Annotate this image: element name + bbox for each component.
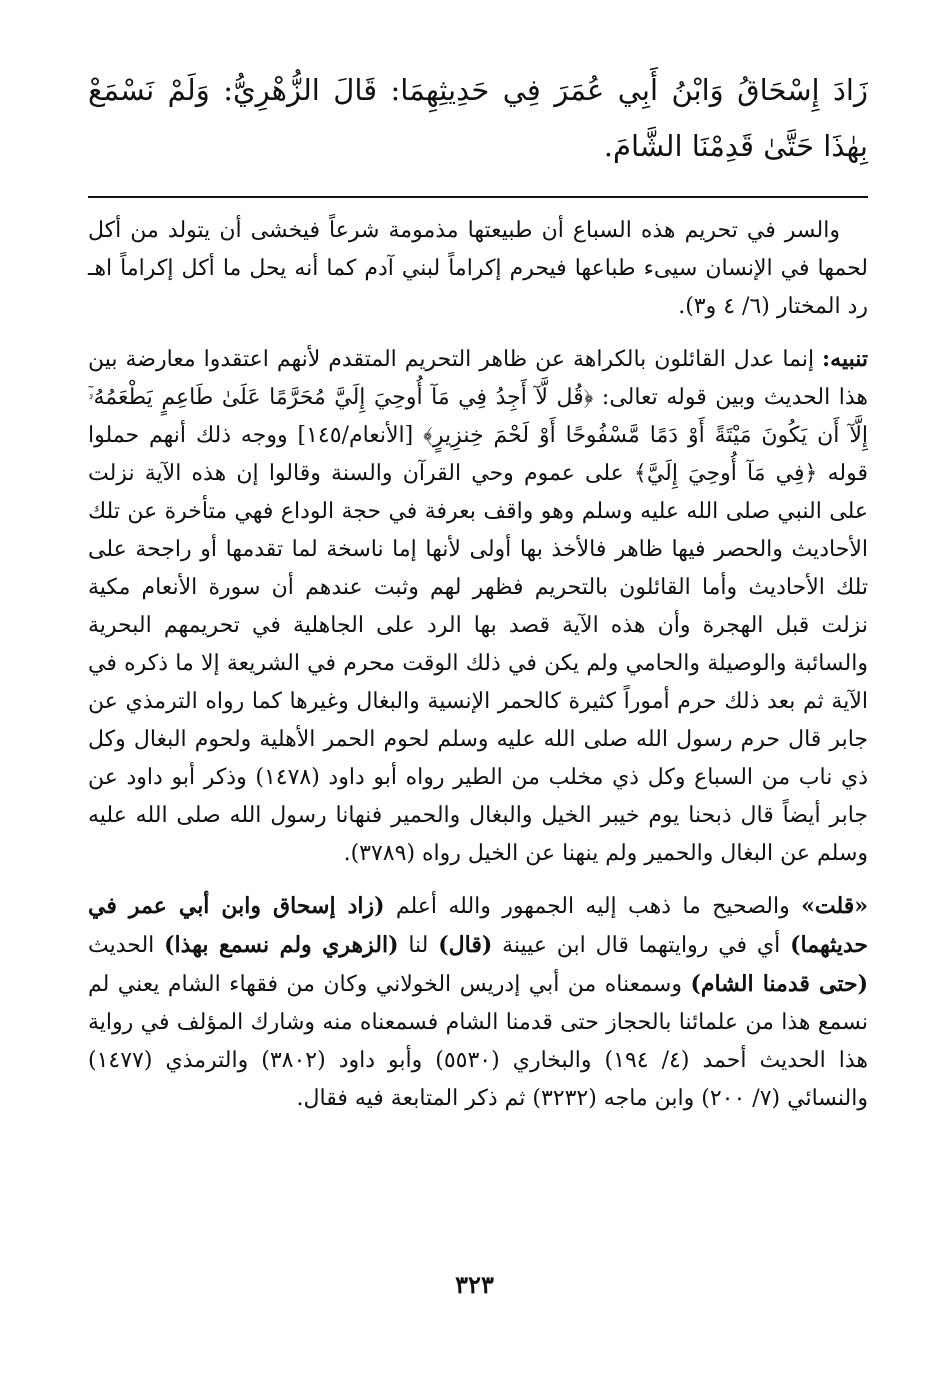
footnote-divider [88, 196, 868, 198]
qultu-label: «قلت» [801, 893, 868, 919]
page-number: ٣٢٣ [455, 1270, 494, 1299]
footnote-3-seg-2: والصحيح ما ذهب إليه الجمهور والله أعلم [384, 894, 802, 919]
footnote-3-quote-1: (زاد إسحاق وابن أبي عمر في حديثهما) [88, 893, 868, 958]
footnote-3-quote-2: (قال) [438, 932, 493, 958]
footnote-paragraph-3 [88, 887, 868, 1118]
footnote-paragraph-1 [88, 212, 868, 326]
tanbih-label: تنبيه: [822, 346, 869, 372]
footnote-3-seg-4: أي في روايتهما قال ابن عيينة [492, 933, 791, 958]
page-body [88, 62, 868, 1132]
footnote-3-seg-8: الحديث [88, 933, 165, 958]
footnote-3-seg-10: وسمعناه من أبي إدريس الخولاني وكان من فقهاء الشام يعني لم نسمع هذا من علمائنا بالحجاز حتى قدمنا الشام فسمعناه منه وشارك المؤلف في رواية هذا الحديث أحمد (٤/ ١٩٤) والبخاري (٥٥٣٠) وأبو داود (٣٨٠٢) والترمذي (١٤٧٧) والنسائي (٧/ ٢٠٠) وابن ماجه (٣٢٣٢) ثم ذكر المتابعة فيه فقال. [88, 972, 869, 1111]
footnote-3-seg-6: لنا [398, 933, 439, 958]
footnote-3-quote-3: (الزهري ولم نسمع بهذا) [164, 932, 399, 958]
footnote-3-quote-4: (حتى قدمنا الشام) [690, 971, 868, 997]
footnote-2-text: إنما عدل القائلون بالكراهة عن ظاهر التحريم المتقدم لأنهم اعتقدوا معارضة بين هذا الحديث وبين قوله تعالى: ﴿قُل لَّآ أَجِدُ فِي مَآ أُوحِيَ إِلَيَّ مُحَرَّمًا عَلَىٰ طَاعِمٍ يَطْعَمُهُۥٓ إِلَّآ أَن يَكُونَ مَيْتَةً أَوْ دَمًا مَّسْفُوحًا أَوْ لَحْمَ خِنزِيرٍ﴾ [الأنعام/١٤٥] ووجه ذلك أنهم حملوا قوله ﴿فِي مَآ أُوحِيَ إِلَيَّ﴾ على عموم وحي القرآن والسنة وقالوا إن هذه الآية نزلت على النبي صلى الله عليه وسلم وهو واقف بعرفة في حجة الوداع فهي متأخرة عن تلك الأحاديث والحصر فيها ظاهر فالأخذ بها أولى لأنها إما ناسخة لما تقدمها أو راجحة على تلك الأحاديث وأما القائلون بالتحريم فظهر لهم وثبت عندهم أن سورة الأنعام مكية نزلت قبل الهجرة وأن هذه الآية قصد بها الرد على الجاهلية في تحريمهم البحرية والسائبة والوصيلة والحامي ولم يكن في ذلك الوقت محرم في الشريعة إلا ما ذكره في الآية ثم بعد ذلك حرم أموراً كثيرة كالحمر الإنسية والبغال وغيرها كما رواه الترمذي عن جابر قال حرم رسول الله صلى الله عليه وسلم لحوم الحمر الأهلية ولحوم البغال وكل ذي ناب من السباع وكل ذي مخلب من الطير رواه أبو داود (١٤٧٨) وذكر أبو داود عن جابر أيضاً قال ذبحنا يوم خيبر الخيل والبغال والحمير فنهانا رسول الله صلى الله عليه وسلم عن البغال والحمير ولم ينهنا عن الخيل رواه (٣٧٨٩). [88, 347, 868, 866]
footnote-paragraph-2 [88, 340, 868, 873]
footnote-1-text: والسر في تحريم هذه السباع أن طبيعتها مذمومة شرعاً فيخشى أن يتولد من أكل لحمها في الإنسان سيىء طباعها فيحرم إكراماً لبني آدم كما أنه يحل ما أكل إكراماً اهـ رد المختار (٦/ ٤ و٣). [88, 218, 868, 319]
hadith-text: زَادَ إِسْحَاقُ وَابْنُ أَبِي عُمَرَ فِي حَدِيثِهِمَا: قَالَ الزُّهْرِيُّ: وَلَمْ نَسْمَعْ بِهٰذَا حَتَّىٰ قَدِمْنَا الشَّامَ. [88, 73, 868, 163]
